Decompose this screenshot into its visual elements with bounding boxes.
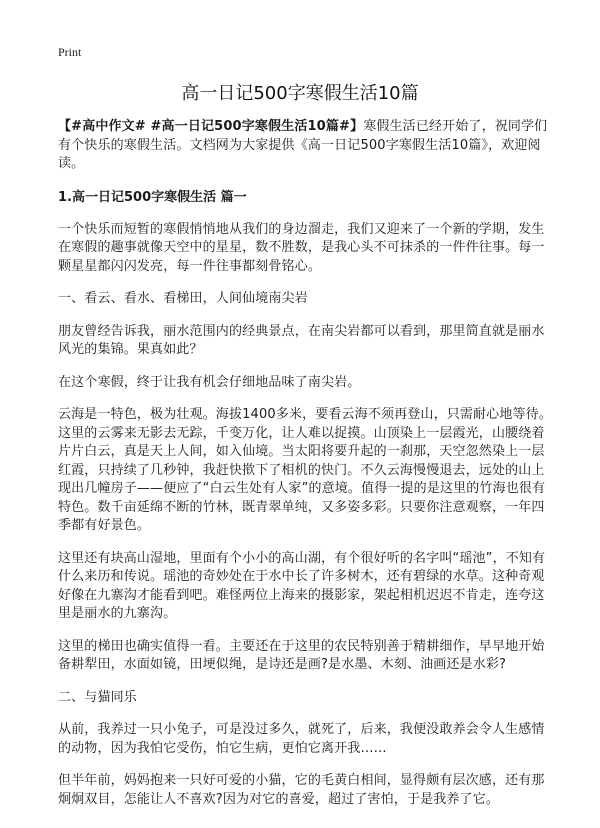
subheading-with-cat: 二、与猫同乐 [58,689,137,705]
paragraph-kitten: 但半年前，妈妈抱来一只好可爱的小猫，它的毛黄白相间，显得颇有层次感，还有那炯炯双目，怎能让人不喜欢?因为对它的喜爱，超过了害怕，于是我养了它。 [58,773,545,807]
paragraph-this-winter: 在这个寒假，终于让我有机会仔细地品味了南尖岩。 [58,374,361,390]
intro-tags: 【#高中作文# #高一日记500字寒假生活10篇#】 [58,119,364,134]
document-title: 高一日记500字寒假生活10篇 [181,83,419,104]
paragraph-sea-of-clouds: 云海是一特色，极为壮观。海拔1400多米，要看云海不须再登山，只需耐心地等待。这里的云雾来无影去无踪，千变万化，让人难以捉摸。山顶染上一层霞光，山腰绕着片片白云，真是天上人间，如入仙境。当太阳将要升起的一刹那，天空忽然染上一层红霞，只持续了几秒钟，我赶快揿下了相机的快门。不久云海慢慢退去，远处的山上现出几幢房子——便应了“白云生处有人家”的意境。值得一提的是这里的竹海也很有特色。数千亩延绵不断的竹林，既青翠单纯，又多姿多彩。只要你注意观察，一年四季都有好景色。 [58,407,552,533]
paragraph-rabbit: 从前，我养过一只小兔子，可是没过多久，就死了，后来，我便没敢养会令人生感情的动物，因为我怕它受伤，怕它生病，更怕它离开我…… [58,722,545,756]
paragraph-friend: 朋友曾经告诉我，丽水范围内的经典景点，在南尖岩都可以看到，那里简直就是丽水风光的集锦。果真如此？ [58,323,545,357]
intro-paragraph [58,118,556,174]
section-heading: 1.高一日记500字寒假生活 篇一 [58,189,247,205]
document-body [58,118,556,823]
paragraph-terraces: 这里的梯田也确实值得一看。主要还在于这里的农民特别善于精耕细作，早早地开始备耕犁田，水面如镜，田埂似绳，是诗还是画?是水墨、木刻、油画还是水彩? [58,638,545,672]
paragraph-wetland: 这里还有块高山湿地，里面有个小小的高山湖，有个很好听的名字叫“瑶池”，不知有什么来历和传说。瑶池的奇妙处在于水中长了许多树木，还有碧绿的水草。这种奇观好像在九寨沟才能看到吧。难怪两位上海来的摄影家，架起相机迟迟不肯走，连夸这里是丽水的九寨沟。 [58,550,546,621]
paragraph-opening: 一个快乐而短暂的寒假悄悄地从我们的身边溜走，我们又迎来了一个新的学期，发生在寒假的趣事就像天空中的星星，数不胜数，是我心头不可抹杀的一件件往事。每一颗星星都闪闪发亮，每一件往事都刻骨铭心。 [58,221,545,274]
subheading-clouds-water-terraces: 一、看云、看水、看梯田，人间仙境南尖岩 [58,291,308,306]
print-label: Print [58,45,82,59]
intro-text: 寒假生活已经开始了，祝同学们有个快乐的寒假生活。文档网为大家提供《高一日记500字寒假生活10篇》，欢迎阅读。 [58,119,548,171]
